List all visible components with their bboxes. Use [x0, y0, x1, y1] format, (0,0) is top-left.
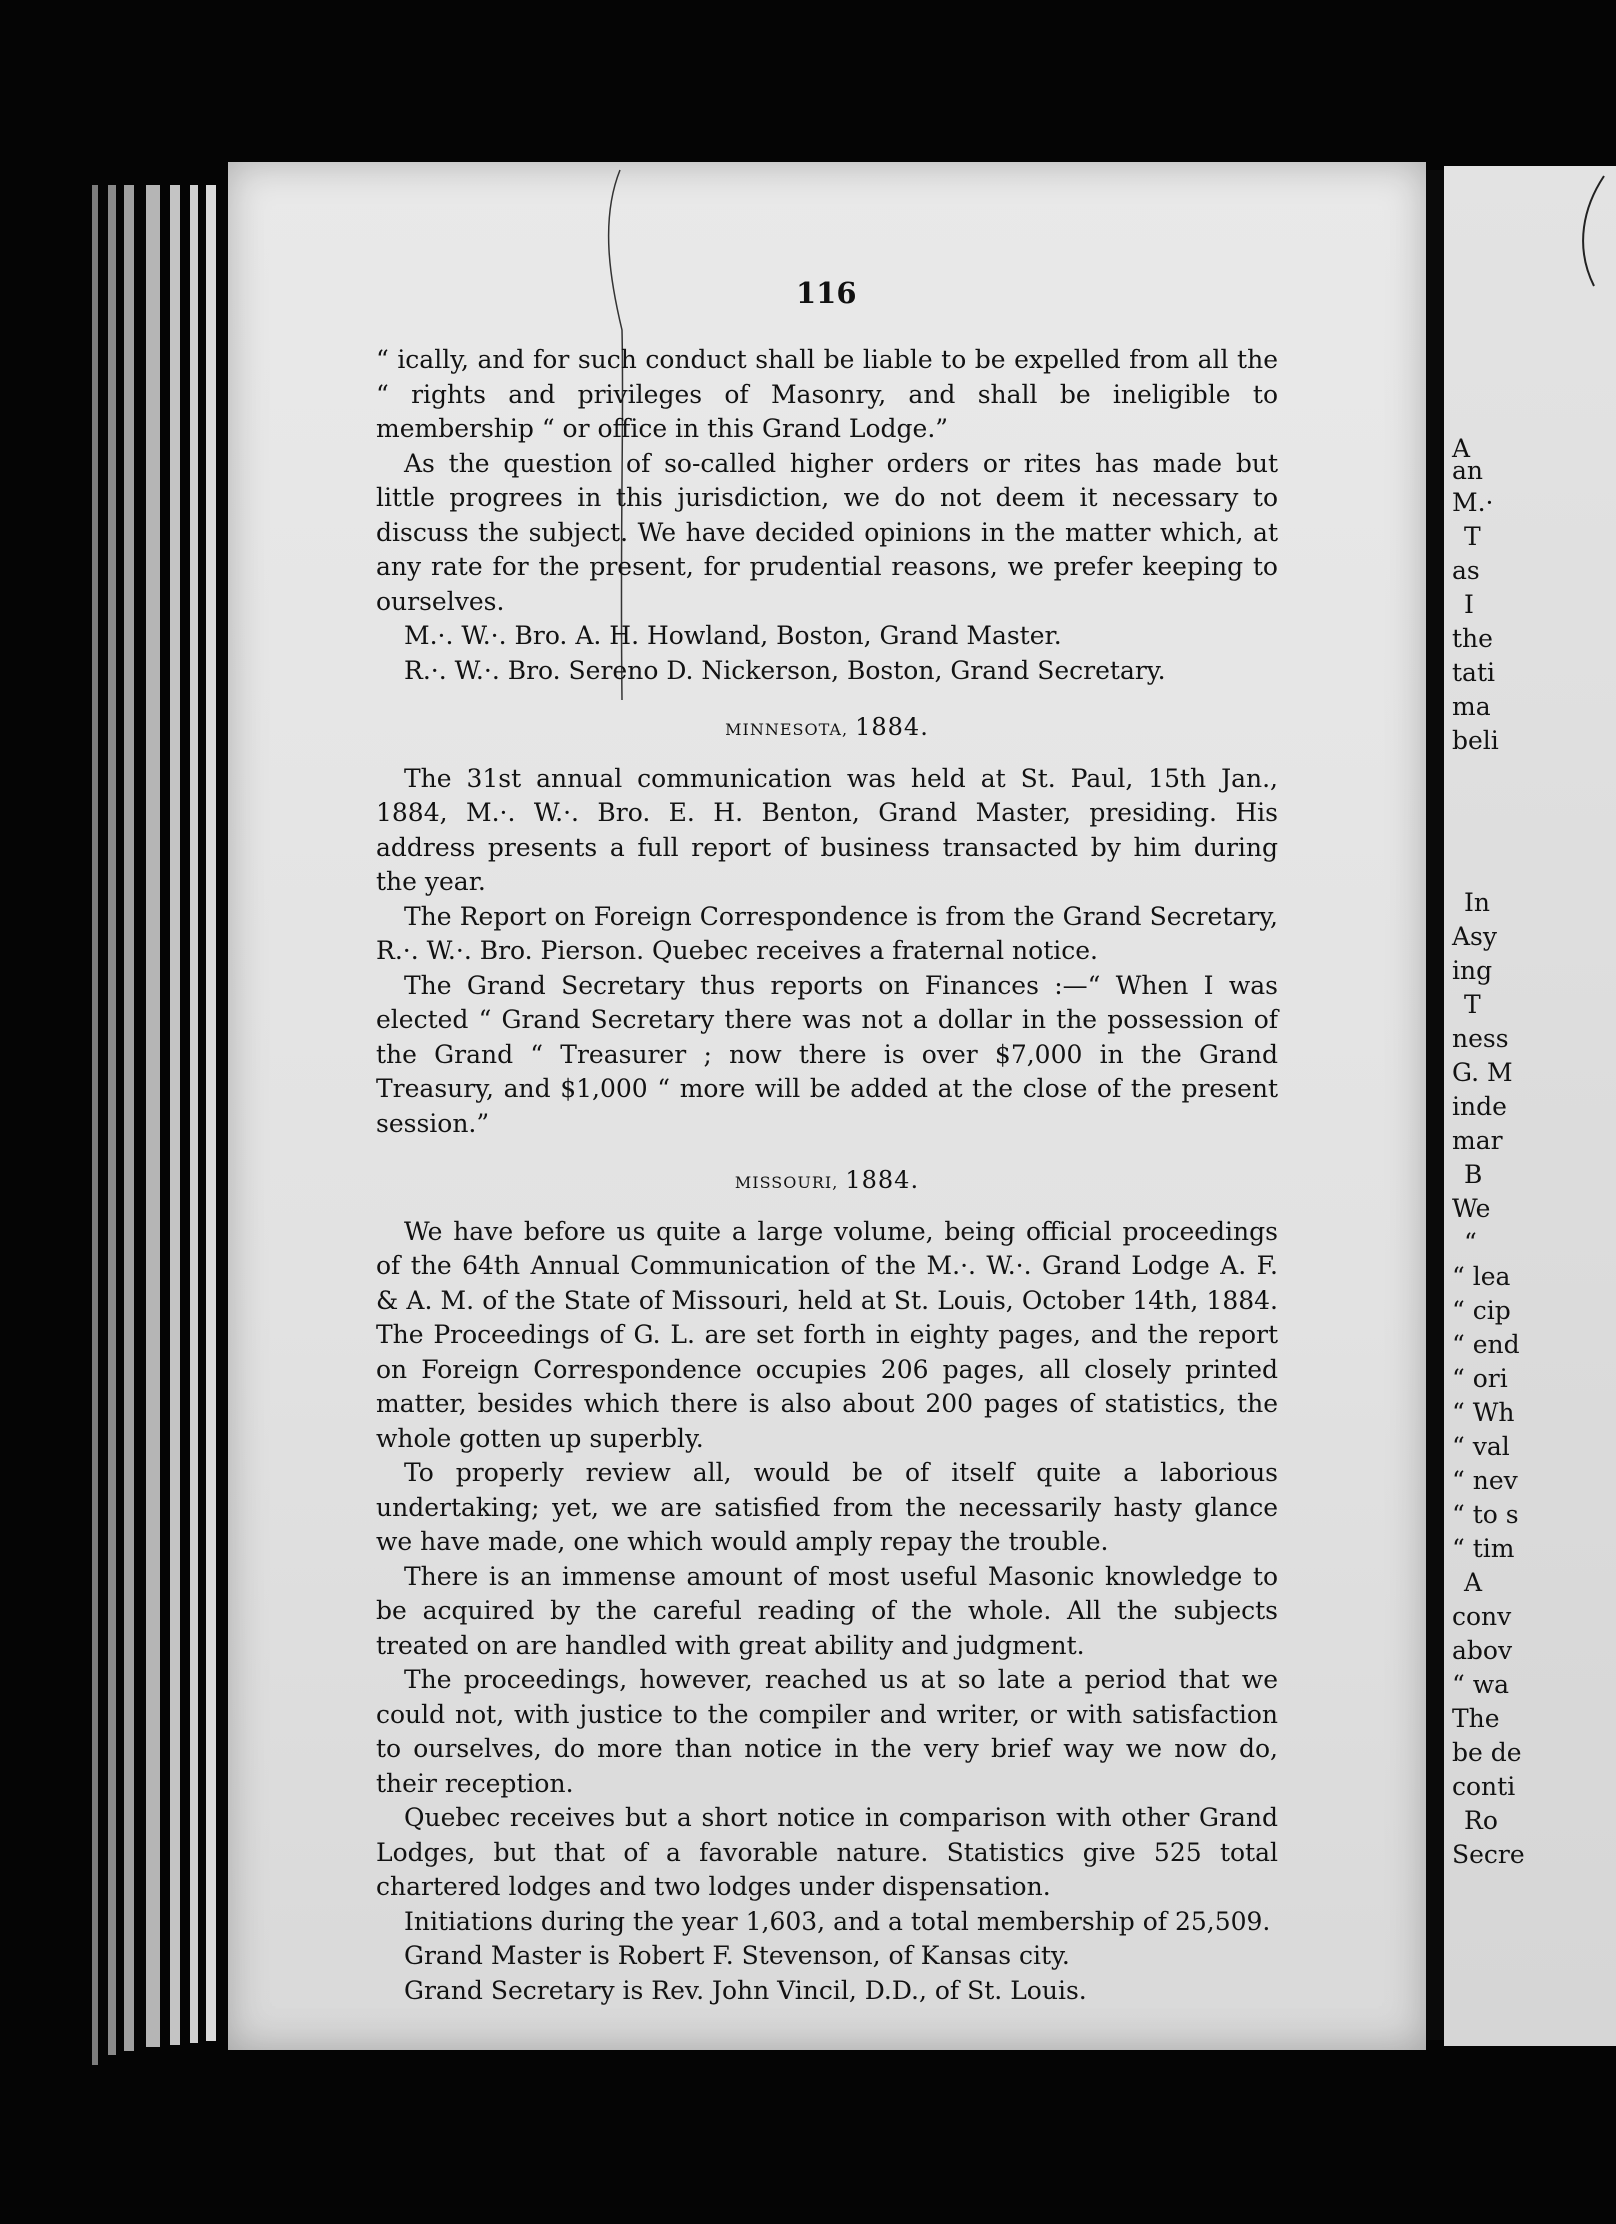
section-heading-minnesota: [376, 710, 1278, 748]
heading-name: MISSOURI,: [734, 1173, 839, 1192]
grand-secretary-line: R.·. W.·. Bro. Sereno D. Nickerson, Boston, Grand Secretary.: [404, 655, 1166, 685]
facing-page-fragment: “ nev: [1452, 1466, 1518, 1495]
facing-page-fragment: “ val: [1452, 1432, 1510, 1461]
facing-page-fragment: an: [1452, 456, 1484, 485]
facing-page-fragment: “ Wh: [1452, 1398, 1515, 1427]
section-heading-missouri: [376, 1163, 1278, 1201]
heading-year: 1884.: [855, 713, 929, 741]
facing-page-fragment: M.·: [1452, 488, 1494, 517]
book-gutter: [1426, 170, 1444, 2040]
facing-page-fragment: ma: [1452, 692, 1491, 721]
facing-page-fragment: “ to s: [1452, 1500, 1519, 1529]
facing-page-fragment: A: [1464, 1568, 1483, 1597]
facing-page-fragment: beli: [1452, 726, 1499, 755]
paragraph: The proceedings, however, reached us at so late a period that we could not, with justice to the compiler and writer, or with satisfaction to ourselves, do more than notice in the very brief way we now do, their reception.: [376, 1665, 1278, 1798]
facing-page-fragment: “: [1464, 1228, 1477, 1257]
facing-page: [1444, 166, 1616, 2046]
book-edge-stripe: [170, 185, 180, 2045]
pencil-mark: [1564, 166, 1616, 306]
facing-page-fragment: The: [1452, 1704, 1500, 1733]
paragraph: We have before us quite a large volume, being official proceedings of the 64th Annual Communication of the M.·. W.·. Grand Lodge A. F. & A. M. of the State of Missouri, held at St. Louis, October 14th, 1884. The Proceedings of G. L. are set forth in eighty pages, and the report on Foreign Correspondence occupies 206 pages, all closely printed matter, besides which there is also about 200 pages of statistics, the whole gotten up superbly.: [376, 1216, 1278, 1453]
grand-master-line: M.·. W.·. Bro. A. H. Howland, Boston, Grand Master.: [404, 621, 1062, 650]
facing-page-fragment: conti: [1452, 1772, 1516, 1801]
facing-page-fragment: “ cip: [1452, 1296, 1511, 1325]
book-edge-stripe: [206, 185, 216, 2041]
facing-page-fragment: In: [1464, 888, 1490, 917]
paragraph: Quebec receives but a short notice in comparison with other Grand Lodges, but that of a favorable nature. Statistics give 525 total chartered lodges and two lodges under dispensation.: [376, 1803, 1278, 1901]
facing-page-fragment: “ tim: [1452, 1534, 1515, 1563]
facing-page-fragment: Asy: [1452, 922, 1498, 951]
page-number: 116: [796, 276, 857, 310]
book-edge-stripe: [92, 185, 98, 2065]
book-edge-stripe: [190, 185, 198, 2043]
paragraph: Grand Secretary is Rev. John Vincil, D.D., of St. Louis.: [404, 1975, 1087, 2005]
facing-page-fragment: Ro: [1464, 1806, 1498, 1835]
paragraph: The Report on Foreign Correspondence is from the Grand Secretary, R.·. W.·. Bro. Pierson. Quebec receives a fraternal notice.: [376, 901, 1278, 965]
page-text: [376, 343, 1278, 2008]
paragraph: Initiations during the year 1,603, and a total membership of 25,509.: [404, 1906, 1271, 1936]
paragraph: Grand Master is Robert F. Stevenson, of Kansas city.: [404, 1941, 1070, 1970]
facing-page-fragment: ness: [1452, 1024, 1509, 1053]
facing-page-fragment: B: [1464, 1160, 1483, 1189]
paragraph-higher-orders: As the question of so-called higher orders or rites has made but little progrees in this jurisdiction, we do not deem it necessary to discuss the subject. We have decided opinions in the matter which, at any rate for the present, for prudential reasons, we prefer keeping to ourselves.: [376, 448, 1278, 616]
heading-name: MINNESOTA,: [725, 720, 849, 739]
book-edge-stripe: [146, 185, 160, 2047]
facing-page-fragment: “ wa: [1452, 1670, 1510, 1699]
paragraph-continuation: “ ically, and for such conduct shall be liable to be expelled from all the “ rights and privileges of Masonry, and shall be ineligible to membership “ or office in this Grand Lodge.”: [376, 345, 1278, 443]
facing-page-fragment: tati: [1452, 658, 1495, 687]
paragraph: The 31st annual communication was held at St. Paul, 15th Jan., 1884, M.·. W.·. Bro. E. H. Benton, Grand Master, presiding. His address presents a full report of business transacted by him during the year.: [376, 763, 1278, 896]
facing-page-fragment: be de: [1452, 1738, 1522, 1767]
facing-page-fragment: Secre: [1452, 1840, 1525, 1869]
facing-page-fragment: “ end: [1452, 1330, 1520, 1359]
facing-page-fragment: ing: [1452, 956, 1493, 985]
facing-page-fragment: the: [1452, 624, 1493, 653]
facing-page-fragment: We: [1452, 1194, 1491, 1223]
facing-page-fragment: abov: [1452, 1636, 1513, 1665]
paragraph: The Grand Secretary thus reports on Finances :—“ When I was elected “ Grand Secretary there was not a dollar in the possession of the Grand “ Treasurer ; now there is over $7,000 in the Grand Treasury, and $1,000 “ more will be added at the close of the present session.”: [376, 970, 1278, 1138]
facing-page-fragment: G. M: [1452, 1058, 1513, 1087]
book-edge-stripe: [124, 185, 134, 2051]
heading-year: 1884.: [845, 1166, 920, 1194]
book-edge-stripe: [108, 185, 116, 2055]
facing-page-fragment: mar: [1452, 1126, 1503, 1155]
facing-page-fragment: I: [1464, 590, 1474, 619]
facing-page-fragment: T: [1464, 522, 1481, 551]
facing-page-fragment: A: [1452, 434, 1471, 463]
paragraph: To properly review all, would be of itself quite a laborious undertaking; yet, we are satisfied from the necessarily hasty glance we have made, one which would amply repay the trouble.: [376, 1458, 1278, 1556]
facing-page-fragment: “ ori: [1452, 1364, 1508, 1393]
paragraph: There is an immense amount of most useful Masonic knowledge to be acquired by the careful reading of the whole. All the subjects treated on are handled with great ability and judgment.: [376, 1561, 1278, 1660]
facing-page-fragment: “ lea: [1452, 1262, 1511, 1291]
facing-page-fragment: T: [1464, 990, 1481, 1019]
facing-page-fragment: as: [1452, 556, 1480, 585]
facing-page-fragment: inde: [1452, 1092, 1507, 1121]
facing-page-fragment: conv: [1452, 1602, 1512, 1631]
